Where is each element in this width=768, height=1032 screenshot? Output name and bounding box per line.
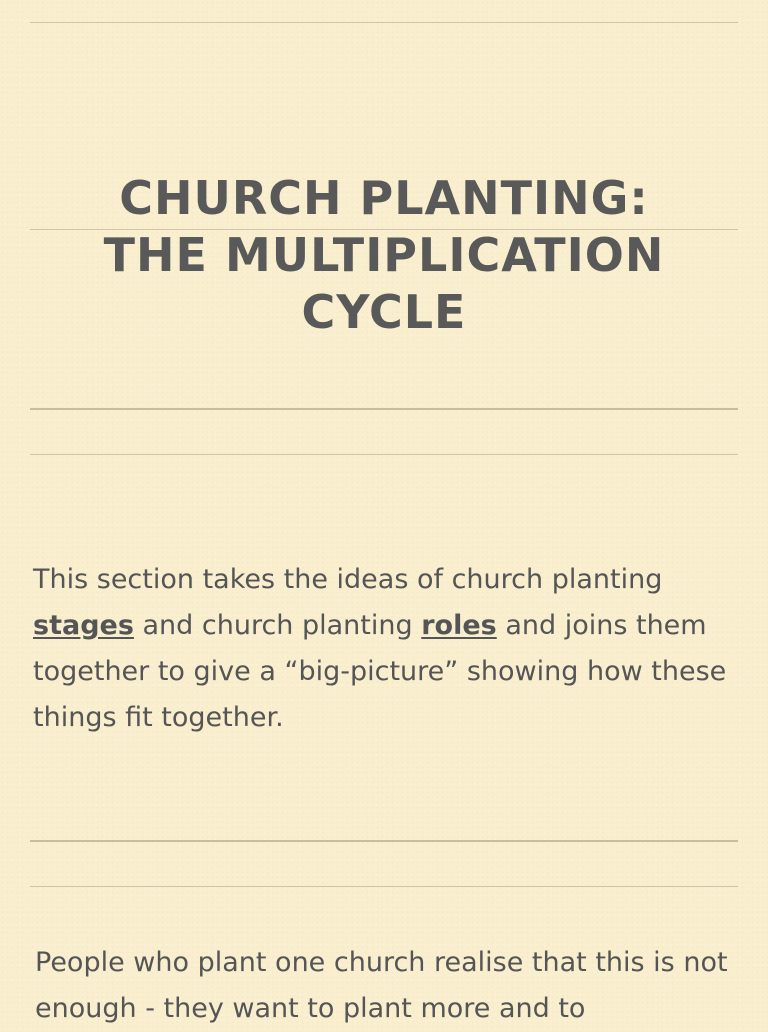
intro-text-2: and church planting [133, 610, 422, 641]
intro-text-1: This section takes the ideas of church planting [33, 564, 663, 595]
section-divider-2-bottom [30, 886, 738, 887]
title-line-1: CHURCH PLANTING: [119, 171, 649, 225]
roles-link[interactable]: roles [421, 610, 497, 641]
section-divider-top [30, 408, 738, 410]
next-paragraph [35, 940, 735, 1032]
section-divider-2-top [30, 840, 738, 842]
intro-paragraph [33, 557, 733, 741]
next-text: People who plant one church realise that this is not enough - they want to plant more and to [35, 947, 728, 1024]
stages-link[interactable]: stages [33, 610, 134, 641]
intro-text-3: and joins them together to give a “big-picture” showing how these things fit together. [33, 610, 727, 733]
title-line-3: CYCLE [301, 285, 467, 339]
title-underline-rule [30, 229, 738, 230]
title-line-2: THE MULTIPLICATION [103, 228, 665, 282]
top-rule [30, 22, 738, 23]
page-title [30, 170, 738, 341]
section-divider-bottom [30, 454, 738, 455]
